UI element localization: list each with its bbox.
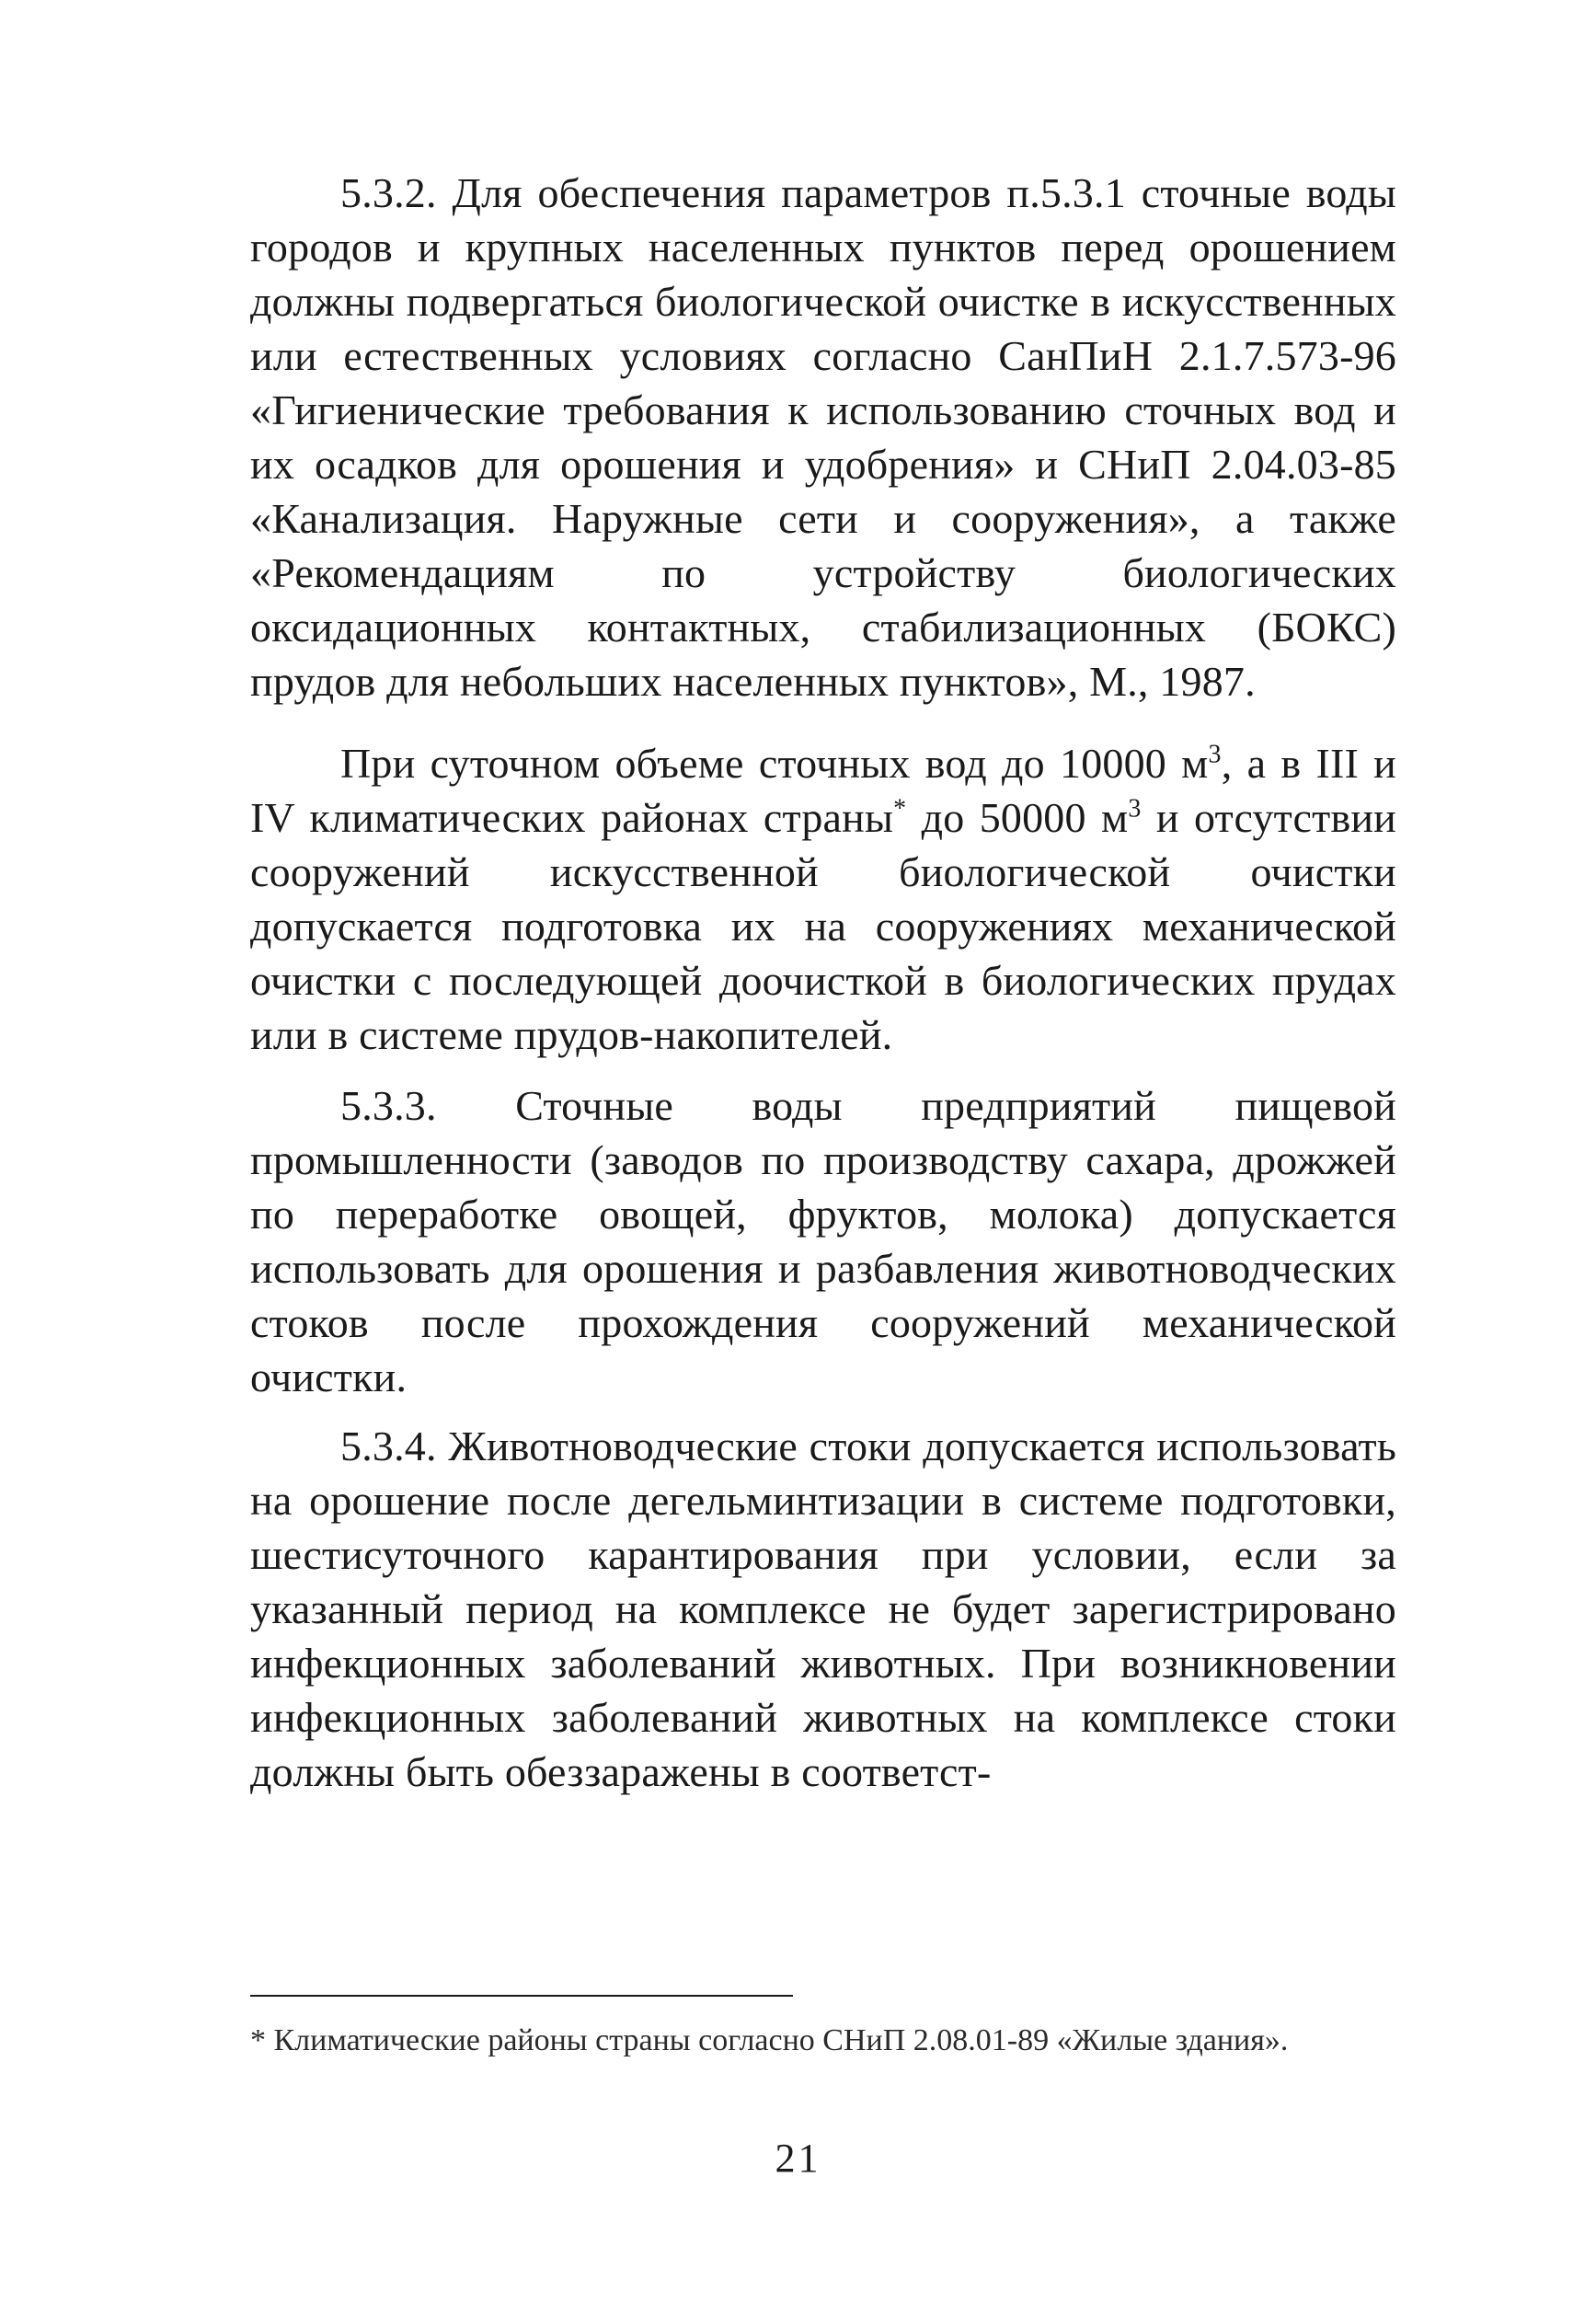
paragraph-daily-volume (250, 736, 1396, 1062)
superscript-cubic: 3 (1128, 794, 1142, 824)
paragraph-text-part: до 50000 м (906, 794, 1129, 841)
footnote-marker: * (893, 794, 907, 824)
page-number: 21 (775, 2136, 821, 2181)
paragraph-text-part: , а в III и IV климатических районах страны (250, 740, 1396, 841)
superscript-cubic: 3 (1208, 740, 1222, 769)
footnote: * Климатические районы страны согласно СНиП 2.08.01-89 «Жилые здания». (250, 2023, 1289, 2057)
paragraph-5-3-3: 5.3.3. Сточные воды предприятий пищевой промышленности (заводов по производству сахара, дрожжей по переработке овощей, фруктов, молока) допускается использовать для орошения и разбавления животноводческих стоков после прохождения сооружений механической очистки. (250, 1082, 1396, 1400)
paragraph-5-3-4: 5.3.4. Животноводческие стоки допускается использовать на орошение после дегельминтизации в системе подготовки, шестисуточного карантирования при условии, если за указанный период на комплексе не будет зарегистрировано инфекционных заболеваний животных. При возникновении инфекционных заболеваний животных на комплексе стоки должны быть обеззаражены в соответст- (250, 1423, 1396, 1795)
paragraph-text-part: и отсутствии сооружений искусственной биологической очистки допускается подготовка их на сооружениях механической очистки с последующей доочисткой в биологических прудах или в системе прудов-накопителей. (250, 794, 1396, 1058)
paragraph-text-part: При суточном объеме сточных вод до 10000 м (340, 740, 1209, 787)
footnote-divider (250, 1995, 793, 1997)
paragraph-5-3-2: 5.3.2. Для обеспечения параметров п.5.3.1 сточные воды городов и крупных населенных пунктов перед орошением должны подвергаться биологической очистке в искусственных или естественных условиях согласно СанПиН 2.1.7.573-96 «Гигиенические требования к использованию сточных вод и их осадков для орошения и удобрения» и СНиП 2.04.03-85 «Канализация. Наружные сети и сооружения», а также «Рекомендациям по устройству биологических оксидационных контактных, стабилизационных (БОКС) прудов для небольших населенных пунктов», М., 1987. (250, 169, 1396, 705)
document-body (250, 166, 1396, 1799)
